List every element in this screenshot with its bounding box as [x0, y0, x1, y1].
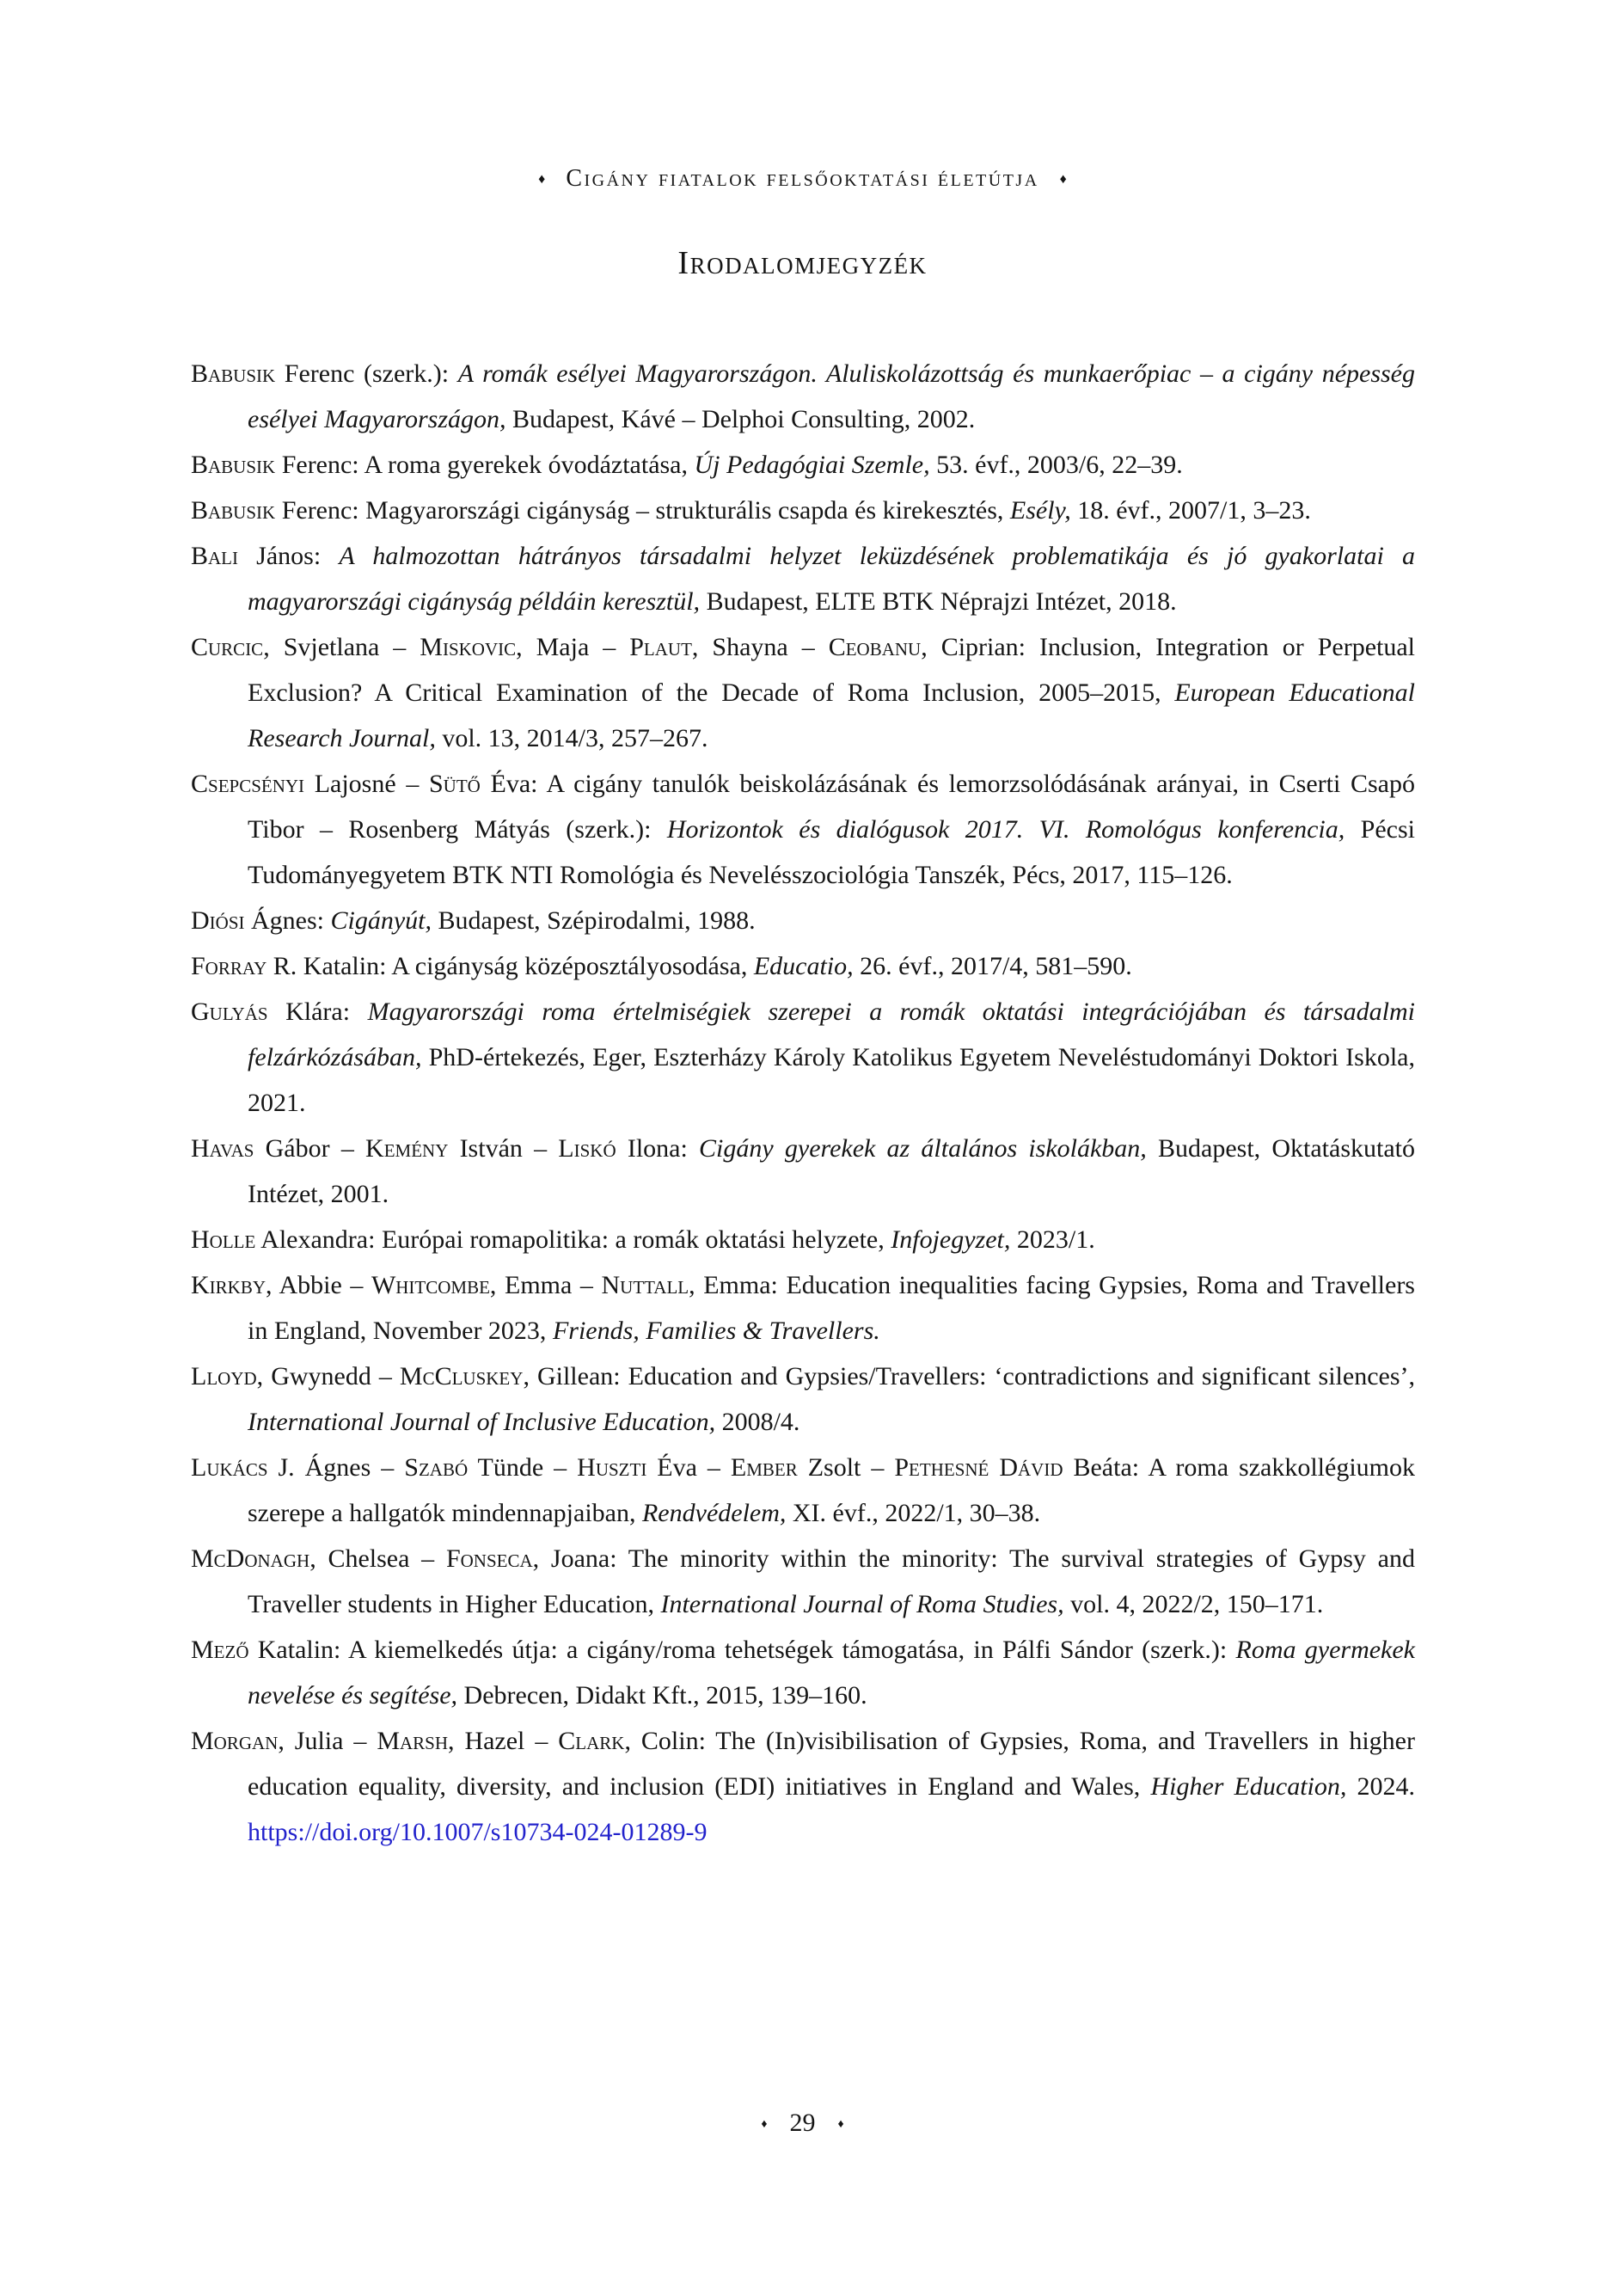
entry-text: XI. évf., 2022/1, 30–38. [786, 1499, 1041, 1527]
entry-text: 53. évf., 2003/6, 22–39. [929, 451, 1183, 479]
author-name: McDonagh [191, 1544, 310, 1573]
entry-text: , Gillean: Education and Gypsies/Travellers: ‘contradictions and significant silences’, [523, 1362, 1415, 1390]
work-title: A romák esélyei Magyarországon. Aluliskolázottság és munkaerőpiac – a cigány népesség esélyei Magyarországon, [248, 359, 1415, 433]
author-name: Szabó [404, 1453, 469, 1482]
entry-text: Budapest, ELTE BTK Néprajzi Intézet, 2018. [700, 587, 1177, 616]
running-header-text: Cigány fiatalok felsőoktatási életútja [566, 165, 1039, 192]
entry-text: Éva: A cigány tanulók beiskolázásának és lemorzsolódásának arányai, in Cserti Csapó Tibor – Rosenberg Mátyás (szerk.): [248, 770, 1415, 844]
entry-text: Ferenc: Magyarországi cigányság – strukturális csapda és kirekesztés, [275, 496, 1010, 525]
author-name: Curcic [191, 633, 264, 661]
entry-text: Katalin: A kiemelkedés útja: a cigány/roma tehetségek támogatása, in Pálfi Sándor (szerk.): [248, 1636, 1236, 1664]
bibliography-entry [191, 1627, 1415, 1718]
entry-text: , Gwynedd – [256, 1362, 400, 1390]
entry-text: , Colin: The (In)visibilisation of Gypsies, Roma, and Travellers in higher education equality, diversity, and inclusion (EDI) initiatives in England and Wales, [248, 1727, 1415, 1801]
entry-text: , Hazel – [448, 1727, 559, 1755]
bibliography-entry [191, 442, 1415, 488]
entry-text: , Emma: Education inequalities facing Gypsies, Roma and Travellers in England, November 2023, [248, 1271, 1415, 1345]
bibliography-list [191, 351, 1415, 1855]
entry-text: Ferenc (szerk.): [275, 359, 458, 388]
work-title: Cigány gyerekek az általános iskolákban, [699, 1134, 1147, 1163]
work-title: International Journal of Inclusive Education, [248, 1408, 716, 1436]
bibliography-entry [191, 1718, 1415, 1855]
author-name: Mező [191, 1636, 249, 1664]
work-title: Cigányút, [330, 906, 432, 935]
page-number: 29 [789, 2109, 816, 2137]
entry-text: 2024. [1346, 1772, 1415, 1801]
entry-text: Gábor – [254, 1134, 366, 1163]
entry-text: Beáta: A roma szakkollégiumok szerepe a hallgatók mindennapjaiban, [248, 1453, 1415, 1527]
page-footer [0, 2109, 1605, 2138]
author-name: Diósi [191, 906, 245, 935]
entry-text: Budapest, Szépirodalmi, 1988. [432, 906, 756, 935]
author-name: Nuttall [601, 1271, 689, 1299]
work-title: Magyarországi roma értelmiségiek szerepei a romák oktatási integrációjában és társadalmi felzárkózásában, [248, 998, 1415, 1071]
author-name: Kirkby [191, 1271, 266, 1299]
entry-text: Ágnes: [244, 906, 331, 935]
entry-text: , Emma – [489, 1271, 602, 1299]
author-name: Babusik [191, 451, 276, 479]
author-name: Fonseca [445, 1544, 533, 1573]
author-name: Ceobanu [828, 633, 922, 661]
bibliography-entry [191, 1217, 1415, 1262]
author-name: Marsh [377, 1727, 449, 1755]
author-name: Lloyd [191, 1362, 257, 1390]
bibliography-entry [191, 1262, 1415, 1354]
bibliography-entry [191, 943, 1415, 989]
work-title: Esély, [1009, 496, 1071, 525]
work-title: Új Pedagógiai Szemle, [694, 451, 930, 479]
author-name: Plaut [629, 633, 692, 661]
bibliography-entry [191, 898, 1415, 943]
author-name: Gulyás [191, 998, 268, 1026]
entry-text: 18. évf., 2007/1, 3–23. [1070, 496, 1311, 525]
author-name: Lukács [191, 1453, 268, 1482]
work-title: International Journal of Roma Studies, [660, 1590, 1064, 1618]
bibliography-entry [191, 1445, 1415, 1536]
doi-link[interactable]: https://doi.org/10.1007/s10734-024-01289-9 [248, 1818, 708, 1846]
author-name: Sütő [429, 770, 481, 798]
entry-text: PhD-értekezés, Eger, Eszterházy Károly Katolikus Egyetem Neveléstudományi Doktori Iskola, 2021. [248, 1043, 1415, 1117]
diamond-icon: ♦ [761, 2118, 768, 2131]
work-title: Roma gyermekek nevelése és segítése, [248, 1636, 1415, 1710]
work-title: Rendvédelem, [641, 1499, 787, 1527]
author-name: Babusik [191, 496, 276, 525]
author-name: Liskó [558, 1134, 616, 1163]
entry-text: Pécsi Tudományegyetem BTK NTI Romológia és Nevelésszociológia Tanszék, Pécs, 2017, 115–126. [248, 815, 1415, 889]
work-title: Friends, Families & Travellers. [552, 1317, 880, 1345]
entry-text: 26. évf., 2017/4, 581–590. [853, 952, 1132, 980]
page-title: Irodalomjegyzék [677, 245, 928, 281]
bibliography-entry [191, 1536, 1415, 1627]
author-name: Morgan [191, 1727, 279, 1755]
bibliography-entry [191, 1126, 1415, 1217]
entry-text: Tünde – [468, 1453, 578, 1482]
author-name: Forray [191, 952, 267, 980]
author-name: Huszti [577, 1453, 647, 1482]
entry-text: , Abbie – [266, 1271, 371, 1299]
work-title: Educatio, [753, 952, 854, 980]
entry-text: , Svjetlana – [263, 633, 420, 661]
entry-text: Budapest, Kávé – Delphoi Consulting, 2002. [505, 405, 976, 433]
author-name: McCluskey [399, 1362, 524, 1390]
entry-text: Éva – [646, 1453, 731, 1482]
work-title: European Educational Research Journal, [248, 678, 1415, 752]
entry-text: , Joana: The minority within the minority: The survival strategies of Gypsy and Traveller students in Higher Education, [248, 1544, 1415, 1618]
author-name: Havas [191, 1134, 254, 1163]
work-title: A halmozottan hátrányos társadalmi helyzet leküzdésének problematikája és jó gyakorlatai a magyarországi cigányság példáin keresztül, [248, 542, 1415, 616]
author-name: Bali [191, 542, 238, 570]
author-name: Kemény [365, 1134, 449, 1163]
bibliography-entry [191, 1354, 1415, 1445]
entry-text: , Ciprian: Inclusion, Integration or Perpetual Exclusion? A Critical Examination of the Decade of Roma Inclusion, 2005–2015, [248, 633, 1415, 707]
entry-text: , Maja – [516, 633, 630, 661]
entry-text: vol. 13, 2014/3, 257–267. [435, 724, 708, 752]
entry-text: 2023/1. [1010, 1225, 1095, 1254]
author-name: Clark [558, 1727, 625, 1755]
entry-text: Zsolt – [797, 1453, 895, 1482]
entry-text: Klára: [267, 998, 368, 1026]
work-title: Horizontok és dialógusok 2017. VI. Romológus konferencia, [666, 815, 1345, 844]
entry-text: R. Katalin: A cigányság középosztályosodása, [266, 952, 754, 980]
diamond-icon: ♦ [837, 2118, 844, 2131]
entry-text: Debrecen, Didakt Kft., 2015, 139–160. [457, 1681, 867, 1710]
running-header [0, 165, 1605, 193]
author-name: Holle [191, 1225, 256, 1254]
entry-text: , Julia – [278, 1727, 377, 1755]
bibliography-entry [191, 761, 1415, 898]
author-name: Ember [730, 1453, 798, 1482]
author-name: Whitcombe [371, 1271, 490, 1299]
entry-text: Ferenc: A roma gyerekek óvodáztatása, [275, 451, 695, 479]
bibliography-entry [191, 533, 1415, 624]
entry-text: , Shayna – [691, 633, 829, 661]
author-name: Miskovic [420, 633, 517, 661]
entry-text: vol. 4, 2022/2, 150–171. [1063, 1590, 1324, 1618]
work-title: Higher Education, [1150, 1772, 1347, 1801]
entry-text: Alexandra: Európai romapolitika: a romák oktatási helyzete, [255, 1225, 891, 1254]
entry-text: János: [238, 542, 340, 570]
author-name: Csepcsényi [191, 770, 305, 798]
bibliography-entry [191, 624, 1415, 761]
entry-text: , Chelsea – [309, 1544, 446, 1573]
bibliography-entry [191, 488, 1415, 533]
entry-text: Budapest, Oktatáskutató Intézet, 2001. [248, 1134, 1415, 1208]
entry-text: István – [448, 1134, 559, 1163]
bibliography-entry [191, 351, 1415, 442]
author-name: Pethesné Dávid [894, 1453, 1063, 1482]
bibliography-entry [191, 989, 1415, 1126]
entry-text: 2008/4. [715, 1408, 800, 1436]
work-title: Infojegyzet, [891, 1225, 1011, 1254]
author-name: Babusik [191, 359, 276, 388]
diamond-icon: ♦ [1059, 172, 1067, 187]
entry-text: Ilona: [616, 1134, 700, 1163]
entry-text: Lajosné – [304, 770, 429, 798]
entry-text: J. Ágnes – [267, 1453, 405, 1482]
diamond-icon: ♦ [538, 172, 546, 187]
